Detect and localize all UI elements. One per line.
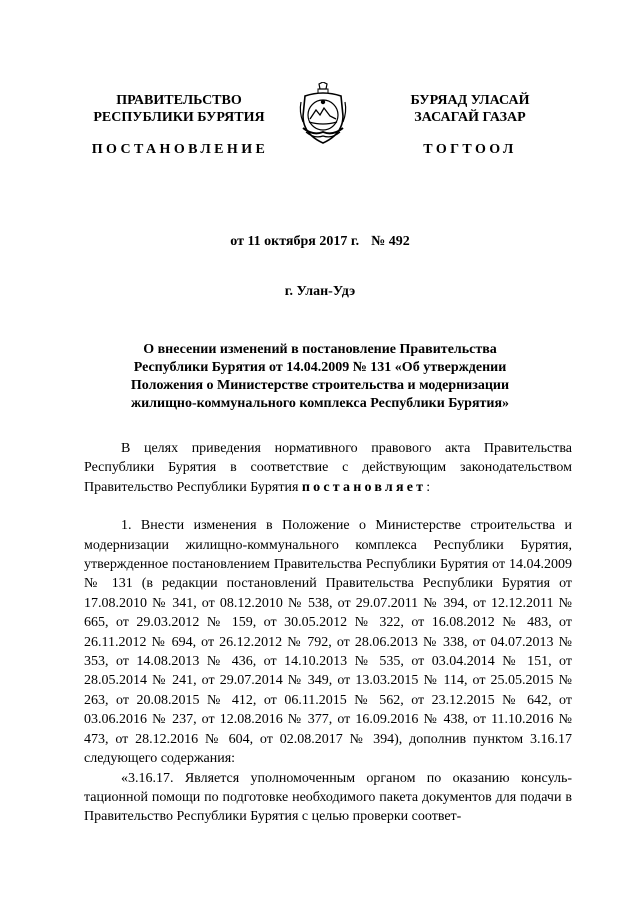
preamble-paragraph: [84, 439, 572, 497]
paragraph-2: «3.16.17. Является уполномоченным органом по оказанию консуль-тационной помощи по подготовке необходимого пакета документов для подачи в Правительство Республики Бурятия с целью проверки соответ-: [84, 770, 572, 825]
issuer-line-2: РЕСПУБЛИКИ БУРЯТИЯ: [93, 110, 265, 125]
document-type-buryat: ТОГТООЛ: [423, 142, 517, 157]
document-body: [84, 439, 572, 827]
coat-of-arms-emblem: [297, 82, 349, 146]
document-title: [100, 341, 540, 413]
preamble-keyword: постановляет: [301, 479, 427, 495]
document-date: от 11 октября 2017 г.: [230, 234, 360, 249]
title-line-2: Республики Бурятия от 14.04.2009 № 131 «Об утверждении: [133, 360, 507, 375]
issuer-line-1: ПРАВИТЕЛЬСТВО: [116, 93, 242, 108]
preamble-text: В целях приведения нормативного правового акта Правительства Республики Бурятия в соответствие с действующим законодательством Правительство Республики Бурятия: [84, 441, 572, 495]
issuer-name-buryat: [386, 92, 554, 126]
title-line-3: Положения о Министерстве строительства и модернизации: [130, 378, 510, 393]
issuer-line-2: ЗАСАГАЙ ГАЗАР: [414, 110, 526, 125]
preamble-end: :: [426, 479, 431, 495]
date-and-number: [0, 234, 640, 250]
title-line-1: О внесении изменений в постановление Правительства: [143, 342, 497, 357]
paragraph-1: 1. Внести изменения в Положение о Министерстве строительства и модернизации жилищно-коммунального комплекса Республики Бурятия, утвержденное постановлением Правительства Республики Бурятия от 14.04.2009 № 131 (в редакции постановлений Правительства Республики Бурятия от 17.08.2010 № 341, от 08.12.2010 № 538, от 29.07.2011 № 394, от 12.12.2011 № 665, от 29.03.2012 № 159, от 30.05.2012 № 322, от 16.08.2012 № 483, от 26.11.2012 № 694, от 26.12.2012 № 792, от 28.06.2013 № 338, от 04.07.2013 № 353, от 14.08.2013 № 436, от 14.10.2013 № 535, от 03.04.2014 № 151, от 28.05.2014 № 241, от 29.07.2014 № 349, от 13.03.2015 № 114, от 25.05.2015 № 263, от 20.08.2015 № 412, от 06.11.2015 № 562, от 23.12.2015 № 642, от 03.06.2016 № 237, от 12.08.2016 № 377, от 16.09.2016 № 438, от 11.10.2016 № 473, от 28.12.2016 № 604, от 02.08.2017 № 394), дополнив пунктом 3.16.17 следующего содержания:: [84, 518, 572, 767]
document-type-russian: ПОСТАНОВЛЕНИЕ: [91, 142, 269, 157]
city: г. Улан-Удэ: [284, 284, 356, 299]
issuer-line-1: БУРЯАД УЛАСАЙ: [410, 93, 530, 108]
title-line-4: жилищно-коммунального комплекса Республики Бурятия»: [130, 396, 510, 411]
document-number: № 492: [371, 234, 410, 249]
issuer-name-russian: [84, 92, 274, 126]
